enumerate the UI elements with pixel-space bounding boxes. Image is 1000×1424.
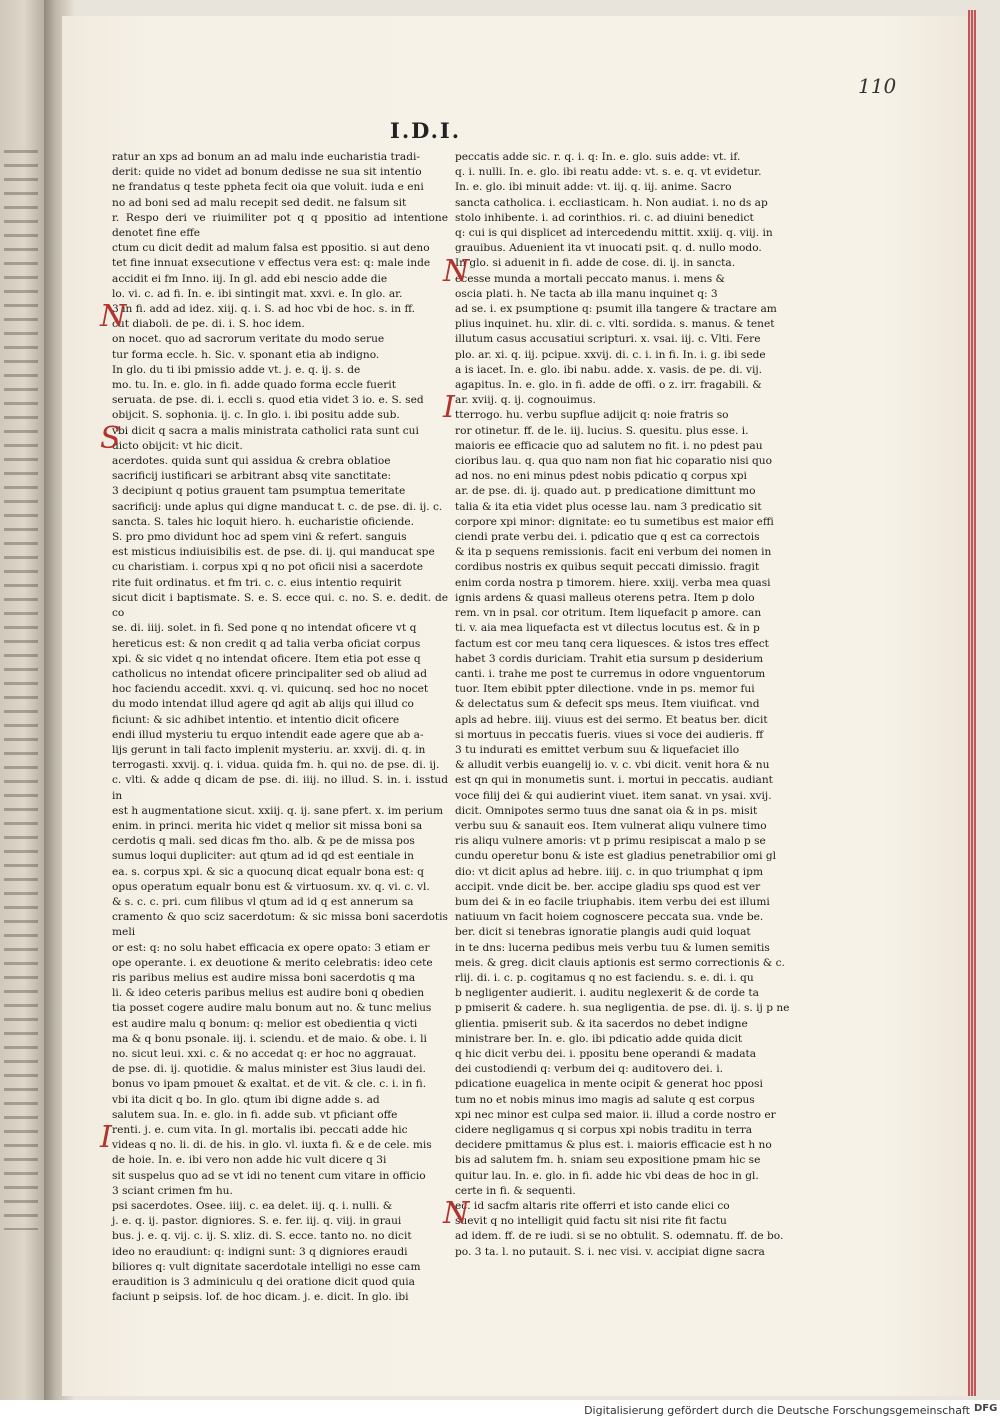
text-line: est qn qui in monumetis sunt. i. mortui in peccatis. audiant (455, 774, 773, 787)
text-line: si mortuus in peccatis fueris. viues si voce dei audieris. ff (455, 728, 764, 741)
dfg-logo: DFG (974, 1403, 998, 1414)
text-line: vbi dicit q sacra a malis ministrata catholici rata sunt cui (112, 424, 419, 437)
text-line: endi illud mysteriu tu erquo intendit eade agere que ab a- (112, 728, 424, 741)
text-line: sancta catholica. i. eccliasticam. h. Non audiat. i. no ds ap (455, 196, 768, 209)
text-line: cerdotis q mali. sed dicas fm tho. alb. & pe de missa pos (112, 835, 415, 848)
folio-number: 110 (858, 74, 897, 98)
text-line: dei custodiendi q: verbum dei q: auditovero dei. i. (455, 1063, 723, 1076)
red-initial-i: I (443, 390, 455, 426)
text-line: oscia plati. h. Ne tacta ab illa manu inquinet q: 3 (455, 287, 718, 300)
text-line: p pmiserit & cadere. h. sua negligentia. de pse. di. ij. s. ij p ne (455, 1002, 790, 1015)
text-line: sit suspelus quo ad se vt idi no tenent cum vitare in officio (112, 1169, 426, 1182)
text-line: psi sacerdotes. Osee. iiij. c. ea delet. iij. q. i. nulli. & (112, 1200, 393, 1213)
text-line: sumus loqui dupliciter: aut qtum ad id qd est eentiale in (112, 850, 414, 863)
text-line: pdicatione euagelica in mente ocipit & generat hoc pposi (455, 1078, 763, 1091)
right-text-column (443, 150, 791, 1260)
text-line: & ita p sequens remissionis. facit eni verbum dei nomen in (455, 546, 772, 559)
text-line: no. sicut leui. xxi. c. & no accedat q: er hoc no aggrauat. (112, 1047, 417, 1060)
text-line: ad se. i. ex psumptione q: psumit illa tangere & tractare am (455, 303, 777, 316)
text-line: stolo inhibente. i. ad corinthios. ri. c. ad diuini benedict (455, 211, 754, 224)
running-head: I.D.I. (390, 118, 462, 143)
text-line: cut diaboli. de pe. di. i. S. hoc idem. (112, 318, 305, 331)
text-line: est audire malu q bonum: q: melior est obedientia q victi (112, 1017, 418, 1030)
text-line: cu charistiam. i. corpus xpi q no pot oficii nisi a sacerdote (112, 561, 424, 574)
text-line: 3 tu indurati es emittet verbum suu & liquefaciet illo (455, 743, 740, 756)
text-line: peccatis adde sic. r. q. i. q: In. e. glo. suis adde: vt. if. (455, 151, 741, 163)
text-line: ad nos. no eni minus pdest nobis pdicatio q corpus xpi (455, 470, 747, 483)
text-line: on nocet. quo ad sacrorum veritate du modo serue (112, 333, 385, 346)
text-line: renti. j. e. cum vita. In gl. mortalis ibi. peccati adde hic (112, 1124, 408, 1136)
text-line: verbu suu & sanauit eos. Item vulnerat aliqu vulnere timo (455, 819, 767, 832)
text-line: lo. vi. c. ad fi. In. e. ibi sintingit mat. xxvi. e. In glo. ar. (112, 287, 403, 300)
text-line: cramento & quo sciz sacerdotum: & sic missa boni sacerdotis meli (112, 911, 448, 939)
text-line: dio: vt dicit aplus ad hebre. iiij. c. in quo triumphat q ipm (455, 865, 763, 878)
red-initial-n: N (443, 253, 470, 289)
text-line: eraudition is 3 adminiculu q dei oratione dicit quod quia (112, 1276, 415, 1289)
text-line: ministrare ber. In. e. glo. ibi pdicatio adde quida dicit (455, 1032, 743, 1045)
red-initial-n: N (100, 299, 127, 335)
text-line: obijcit. S. sophonia. ij. c. In glo. i. ibi positu adde sub. (112, 409, 400, 422)
text-line: corpore xpi minor: dignitate: eo tu sumetibus est maior effi (455, 515, 774, 528)
text-line: ignis ardens & quasi malleus oterens petra. Item p dolo (455, 591, 755, 604)
text-line: tet fine innuat exsecutione v effectus vera est: q: male inde (112, 257, 431, 270)
text-line: videas q no. li. di. de his. in glo. vl. iuxta fi. & e de cele. mis (112, 1139, 432, 1152)
text-line: tterrogo. hu. verbu supflue adijcit q: noie fratris so (455, 409, 729, 422)
text-line: bis ad salutem fm. h. sniam seu expositione pmam hic se (455, 1154, 761, 1167)
text-line: meis. & greg. dicit clauis aptionis est sermo correctionis & c. (455, 956, 785, 969)
text-line: mo. tu. In. e. glo. in fi. adde quado forma eccle fuerit (112, 379, 396, 392)
text-line: cundu operetur bonu & iste est gladius penetrabilior omi gl (455, 850, 777, 863)
text-line: est h augmentatione sicut. xxiij. q. ij. sane pfert. x. im perium (112, 804, 443, 817)
text-line: plius inquinet. hu. xlir. di. c. vlti. sordida. s. manus. & tenet (455, 318, 775, 331)
text-line: de pse. di. ij. quotidie. & malus minister est 3ius laudi dei. (112, 1063, 426, 1076)
text-line: biliores q: vult dignitate sacerdotale intelligi no esse cam (112, 1260, 421, 1273)
text-line: derit: quide no videt ad bonum dedisse ne sua sit intentio (112, 166, 422, 179)
text-line: xpi nec minor est culpa sed maior. ii. illud a corde nostro er (455, 1108, 776, 1121)
text-line: habet 3 cordis duriciam. Trahit etia sursum p desiderium (455, 652, 764, 665)
text-line: terrogasti. xxvij. q. i. vidua. quida fm. h. qui no. de pse. di. ij. (112, 759, 440, 772)
red-initial-s: S (100, 420, 121, 456)
text-line: accidit ei fm Inno. iij. In gl. add ebi nescio adde die (112, 272, 388, 285)
text-line: ecesse munda a mortali peccato manus. i. mens & (455, 272, 725, 285)
text-line: ar. de pse. di. ij. quado aut. p predicatione dimittunt mo (455, 485, 756, 498)
text-line: accipit. vnde dicit be. ber. accipe gladiu sps quod est ver (455, 880, 761, 893)
text-line: talia & ita etia videt plus ocesse lau. nam 3 predicatio sit (455, 500, 762, 513)
text-line: decidere pmittamus & plus est. i. maioris efficacie est h no (455, 1139, 772, 1152)
text-line: ris paribus melius est audire missa boni sacerdotis q ma (112, 971, 416, 984)
text-line: seruata. de pse. di. i. eccli s. quod etia videt 3 io. e. S. sed (112, 394, 424, 407)
text-line: ris aliqu vulnere amoris: vt p primu resipiscat a malo p se (455, 835, 766, 848)
text-line: agapitus. In. e. glo. in fi. adde de offi. o z. irr. fragabili. & (455, 379, 762, 392)
text-line: ope operante. i. ex deuotione & merito celebratis: ideo cete (112, 956, 433, 969)
text-line: grauibus. Aduenient ita vt inuocati psit. q. d. nullo modo. (455, 242, 762, 255)
text-line: enim. in princi. merita hic videt q melior sit missa boni sa (112, 819, 423, 832)
text-line: acerdotes. quida sunt qui assidua & crebra oblatioe (112, 455, 391, 468)
text-line: tum no et nobis minus imo magis ad salute q est corpus (455, 1093, 755, 1106)
text-line: catholicus no intendat oficere principaliter sed ob aliud ad (112, 667, 427, 680)
text-line: ctum cu dicit dedit ad malum falsa est ppositio. si aut deno (112, 242, 430, 255)
text-line: tuor. Item ebibit ppter dilectione. vnde in ps. memor fui (455, 683, 755, 696)
text-line: ti. v. aia mea liquefacta est vt dilectus locutus est. & in p (455, 622, 760, 635)
text-line: ar. xviij. q. ij. cognouimus. (455, 394, 596, 407)
text-line: In glo. si aduenit in fi. adde de cose. di. ij. in sancta. (455, 257, 736, 270)
text-line: cioribus lau. q. qua quo nam non fiat hic coparatio nisi quo (455, 455, 773, 468)
text-line: opus operatum equalr bonu est & virtuosum. xv. q. vi. c. vl. (112, 880, 430, 893)
text-line: & alludit verbis euangelij io. v. c. vbi dicit. venit hora & nu (455, 759, 770, 772)
text-line: dicto obijcit: vt hic dicit. (112, 439, 243, 452)
text-line: ratur an xps ad bonum an ad malu inde eucharistia tradi- (112, 151, 420, 163)
text-line: se. di. iiij. solet. in fi. Sed pone q no intendat oficere vt q (112, 622, 417, 635)
text-line: cidere negligamus q si corpus xpi nobis traditu in terra (455, 1124, 753, 1136)
text-line: ror otinetur. ff. de le. iij. lucius. S. quesitu. plus esse. i. (455, 424, 749, 437)
text-line: sacrificij iustificari se arbitrant absq vite sanctitate: (112, 470, 392, 483)
text-line: bum dei & in eo facile triuphabis. item verbu dei est illumi (455, 895, 770, 908)
text-line: ber. dicit si tenebras ignoratie plangis audi quid loquat (455, 926, 751, 939)
text-line: S. pro pmo dividunt hoc ad spem vini & refert. sanguis (112, 531, 407, 544)
text-line: ad idem. ff. de re iudi. si se no obtulit. S. odemnatu. ff. de bo. (455, 1230, 784, 1243)
text-line: b negligenter audierit. i. auditu neglexerit & de corde ta (455, 987, 759, 1000)
text-line: r. Respo deri ve riuimiliter pot q q ppositio ad intentione denotet fine effe (112, 211, 448, 240)
text-line: in te dns: lucerna pedibus meis verbu tuu & lumen semitis (455, 941, 770, 954)
red-initial-i: I (100, 1120, 112, 1155)
facing-page-text (4, 150, 38, 1230)
text-line: illutum casus accusatiui scripturi. x. vsai. iij. c. Vlti. Fere (455, 333, 761, 346)
text-line: lijs gerunt in tali facto implenit mysteriu. ar. xxvij. di. q. in (112, 743, 426, 756)
text-line: natiuum vn facit hoiem cognoscere peccata sua. vnde be. (455, 911, 764, 924)
text-line: tia posset cogere audire malu bonum aut no. & tunc melius (112, 1002, 432, 1015)
text-line: hoc faciendu accedit. xxvi. q. vi. quicunq. sed hoc no nocet (112, 683, 429, 696)
text-line: du modo intendat illud agere qd agit ab alijs qui illud co (112, 698, 414, 711)
red-page-edges (968, 10, 976, 1396)
text-line: de hoie. In. e. ibi vero non adde hic vult dicere q 3i (112, 1154, 387, 1167)
text-line: cordibus nostris ex quibus sequit peccati dimissio. fragit (455, 561, 760, 574)
facing-page-edge (0, 0, 44, 1400)
text-line: bonus vo ipam pmouet & exaltat. et de vit. & cle. c. i. in fi. (112, 1078, 427, 1091)
text-line: dicit. Omnipotes sermo tuus dne sanat oia & in ps. misit (455, 804, 758, 817)
text-line: li. & ideo ceteris paribus melius est audire boni q obedien (112, 987, 425, 1000)
text-line: ciendi prate verbu dei. i. pdicatio que q est ca correctois (455, 531, 760, 544)
text-line: q: cui is qui displicet ad intercedendu mittit. xxiij. q. viij. in (455, 227, 773, 240)
text-line: maioris ee efficacie quo ad salutem no fit. i. no pdest pau (455, 439, 763, 452)
text-line: ne frandatus q teste ppheta fecit oia que voluit. iuda e eni (112, 181, 424, 194)
left-text-column (100, 150, 448, 1305)
text-line: factum est cor meu tanq cera liquesces. & istos tres effect (455, 637, 769, 650)
text-line: po. 3 ta. l. no putauit. S. i. nec visi. v. accipiat digne sacra (455, 1245, 765, 1258)
text-line: glientia. pmiserit sub. & ita sacerdos no debet indigne (455, 1017, 748, 1030)
text-line: In. e. glo. ibi minuit adde: vt. iij. q. iij. anime. Sacro (455, 181, 732, 194)
text-line: bus. j. e. q. vij. c. ij. S. xliz. di. S. ecce. tanto no. no dicit (112, 1230, 412, 1243)
text-line: sicut dicit i baptismate. S. e. S. ecce qui. c. no. S. e. dedit. de co (112, 591, 448, 620)
text-line: or est: q: no solu habet efficacia ex opere opato: 3 etiam er (112, 941, 430, 954)
text-line: hereticus est: & non credit q ad talia verba oficiat corpus (112, 637, 421, 650)
text-line: q hic dicit verbu dei. i. ppositu bene operandi & madata (455, 1047, 757, 1060)
text-line: 3 in fi. add ad idez. xiij. q. i. S. ad hoc vbi de hoc. s. in ff. (112, 303, 416, 316)
text-line: rlij. di. i. c. p. cogitamus q no est faciendu. s. e. di. i. qu (455, 971, 754, 984)
text-line: rite fuit ordinatus. et fm tri. c. c. eius intentio requirit (112, 576, 402, 589)
text-line: xpi. & sic videt q no intendat oficere. Item etia pot esse q (112, 652, 421, 665)
text-line: canti. i. trahe me post te curremus in odore vnguentorum (455, 667, 766, 680)
text-line: ma & q bonu psonale. iij. i. sciendu. et de maio. & obe. i. li (112, 1032, 427, 1045)
footer-credit: Digitalisierung gefördert durch die Deutsche Forschungsgemeinschaft (584, 1404, 970, 1417)
red-initial-n: N (443, 1196, 470, 1231)
text-line: enim corda nostra p timorem. hiere. xxiij. verba mea quasi (455, 576, 771, 589)
text-line: 3 sciant crimen fm hu. (112, 1184, 233, 1197)
text-line: In glo. du ti ibi pmissio adde vt. j. e. q. ij. s. de (112, 363, 361, 376)
text-line: est misticus indiuisibilis est. de pse. di. ij. qui manducat spe (112, 546, 435, 559)
text-line: apls ad hebre. iiij. viuus est dei sermo. Et beatus ber. dicit (455, 713, 768, 726)
text-line: ideo no eraudiunt: q: indigni sunt: 3 q digniores eraudi (112, 1245, 408, 1258)
text-line: sacrificij: unde aplus qui digne manducat t. c. de pse. di. ij. c. (112, 500, 443, 513)
text-line: & delectatus sum & defecit sps meus. Item viuificat. vnd (455, 698, 760, 711)
text-line: 3 decipiunt q potius grauent tam psumptua temeritate (112, 485, 406, 498)
text-line: salutem sua. In. e. glo. in fi. adde sub. vt pficiant offe (112, 1108, 398, 1121)
text-line: certe in fi. & sequenti. (455, 1184, 576, 1197)
text-line: a is iacet. In. e. glo. ibi nabu. adde. x. vasis. de pe. di. vij. (455, 363, 763, 376)
text-line: sancta. S. tales hic loquit hiero. h. eucharistie oficiende. (112, 515, 414, 528)
text-line: plo. ar. xi. q. iij. pcipue. xxvij. di. c. i. in fi. In. i. g. ibi sede (455, 348, 766, 361)
text-line: quitur lau. In. e. glo. in fi. adde hic vbi deas de hoc in gl. (455, 1169, 759, 1182)
text-line: vbi ita dicit q bo. In glo. qtum ibi digne adde s. ad (112, 1093, 380, 1106)
text-line: suevit q no intelligit quid factu sit nisi rite fit factu (455, 1215, 727, 1228)
text-line: ea. s. corpus xpi. & sic a quocunq dicat equalr bona est: q (112, 865, 424, 878)
text-line: j. e. q. ij. pastor. digniores. S. e. fer. iij. q. viij. in graui (112, 1215, 402, 1228)
text-line: no ad boni sed ad malu recepit sed dedit. ne falsum sit (112, 196, 407, 209)
text-line: & s. c. c. pri. cum filibus vl qtum ad id q est annerum sa (112, 895, 414, 908)
text-line: tur forma eccle. h. Sic. v. sponant etia ab indigno. (112, 348, 380, 361)
text-line: voce filij dei & qui audierint viuet. item sanat. vn ysai. xvij. (455, 789, 772, 802)
text-line: faciunt p seipsis. lof. de hoc dicam. j. e. dicit. In glo. ibi (112, 1291, 409, 1304)
text-line: ec. id sacfm altaris rite offerri et isto cande elici co (455, 1200, 730, 1213)
text-line: rem. vn in psal. cor otritum. Item liquefacit p amore. can (455, 607, 762, 620)
text-line: c. vlti. & adde q dicam de pse. di. iiij. no illud. S. in. i. isstud in (112, 774, 448, 802)
text-line: ficiunt: & sic adhibet intentio. et intentio dicit oficere (112, 713, 400, 726)
text-line: q. i. nulli. In. e. glo. ibi reatu adde: vt. s. e. q. vt evidetur. (455, 166, 762, 179)
